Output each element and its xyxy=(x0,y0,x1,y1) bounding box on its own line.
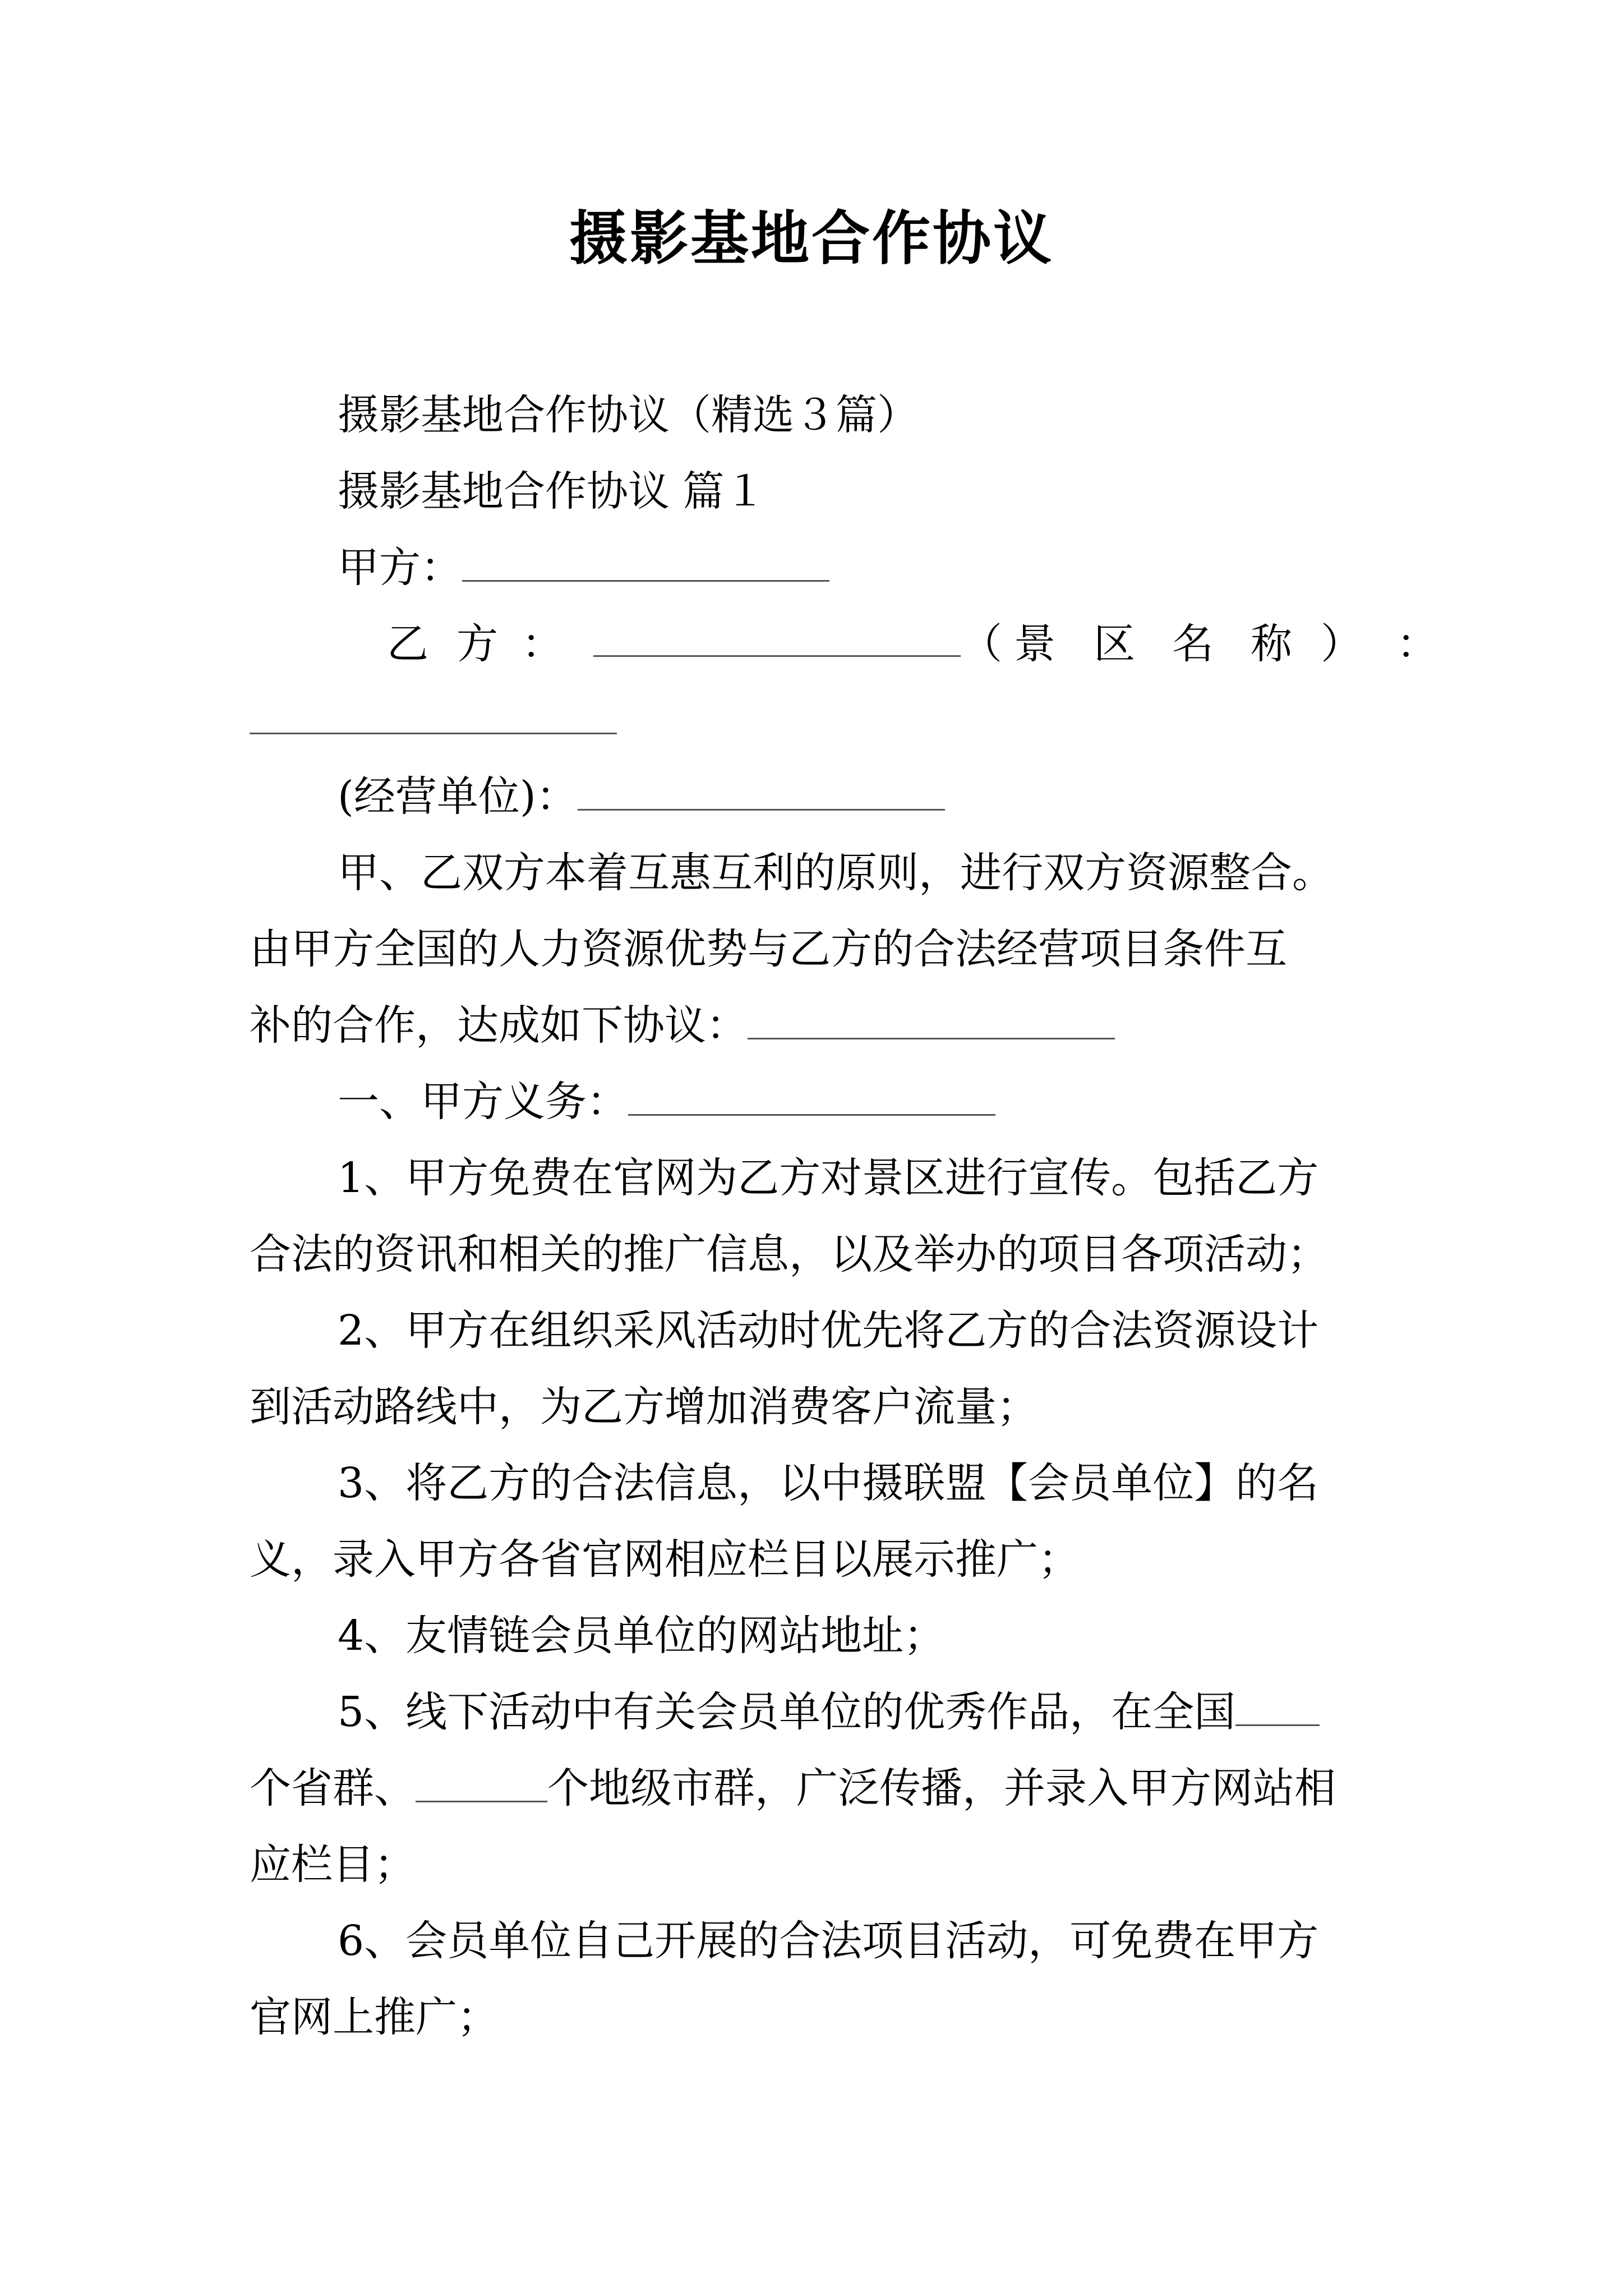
intro-line-1: 甲、乙双方本着互惠互利的原则，进行双方资源整合。 xyxy=(338,849,1334,897)
item-5-line-1-text: 5、线下活动中有关会员单位的优秀作品，在全国 xyxy=(338,1688,1236,1736)
item-5-line-2b: 个地级市群，广泛传播，并录入甲方网站相 xyxy=(547,1764,1336,1812)
party-b-char-10: ： xyxy=(1396,620,1438,668)
intro-line-2: 由甲方全国的人力资源优势与乙方的合法经营项目条件互 xyxy=(250,925,1287,973)
agreement-blank xyxy=(748,999,1115,1039)
party-b-char-6: 区 xyxy=(1094,620,1135,668)
party-b-blank xyxy=(593,616,961,657)
item-3-line-1: 3、将乙方的合法信息，以中摄联盟【会员单位】的名 xyxy=(338,1459,1319,1507)
party-b-char-5: 景 xyxy=(1014,620,1055,668)
document-title: 摄影基地合作协议 xyxy=(569,204,1054,273)
item-6-line-1: 6、会员单位自己开展的合法项目活动，可免费在甲方 xyxy=(338,1917,1319,1965)
item-2-line-1: 2、甲方在组织采风活动时优先将乙方的合法资源设计 xyxy=(338,1306,1319,1355)
party-b-char-9: ） xyxy=(1321,620,1362,668)
party-b-char-4: （ xyxy=(961,620,1002,668)
item-5-line-2a: 个省群、 xyxy=(250,1764,416,1812)
section-heading: 摄影基地合作协议 篇１ xyxy=(338,467,766,516)
party-a-blank xyxy=(462,541,829,582)
item-4-line-1: 4、友情链会员单位的网站地址； xyxy=(338,1612,946,1660)
item-2-line-2: 到活动路线中，为乙方增加消费客户流量； xyxy=(250,1383,1038,1431)
party-b-char-1: 乙 xyxy=(387,620,428,668)
item-3-line-2: 义，录入甲方各省官网相应栏目以展示推广； xyxy=(250,1535,1080,1584)
party-b-char-7: 名 xyxy=(1172,620,1214,668)
item-5-line-2 xyxy=(250,1760,1336,1816)
item-5-line-3: 应栏目； xyxy=(250,1841,416,1889)
subtitle: 摄影基地合作协议（精选３篇） xyxy=(338,391,919,439)
intro-line-3-text: 补的合作，达成如下协议： xyxy=(250,1001,748,1050)
scenic-area-blank xyxy=(250,693,617,734)
item-5-line-1 xyxy=(338,1684,1320,1740)
operator-blank xyxy=(578,770,945,811)
item-6-line-2: 官网上推广； xyxy=(250,1993,499,2041)
intro-line-3 xyxy=(250,997,1115,1053)
operator-label: (经营单位)： xyxy=(338,772,578,821)
party-a-label: 甲方： xyxy=(338,544,462,592)
obligations-heading: 一、甲方义务： xyxy=(338,1078,628,1126)
obligations-blank xyxy=(628,1075,995,1116)
item-1-line-1: 1、甲方免费在官网为乙方对景区进行宣传。包括乙方 xyxy=(338,1154,1319,1202)
party-b-continuation xyxy=(250,692,617,748)
party-b-char-8: 称 xyxy=(1251,620,1292,668)
obligations-line xyxy=(338,1074,995,1130)
operator-line xyxy=(338,769,945,825)
city-count-blank xyxy=(416,1761,547,1802)
item-1-line-2: 合法的资讯和相关的推广信息，以及举办的项目各项活动； xyxy=(250,1230,1329,1278)
province-count-blank xyxy=(1235,1685,1320,1726)
party-a-line xyxy=(338,540,829,596)
party-b-char-3: ： xyxy=(522,620,563,668)
party-b-char-2: 方 xyxy=(457,620,498,668)
